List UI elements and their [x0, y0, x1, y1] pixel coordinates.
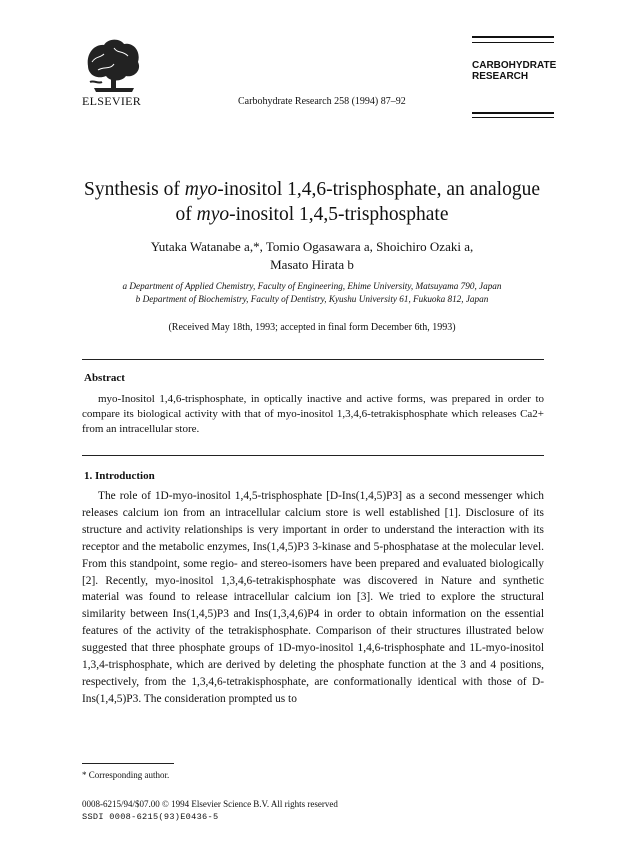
journal-rule-top — [472, 36, 554, 38]
received-dates: (Received May 18th, 1993; accepted in final form December 6th, 1993) — [168, 322, 456, 333]
abstract-text: myo-Inositol 1,4,6-trisphosphate, in optically inactive and active forms, was prepared in order to compare its biological activity with that of myo-inositol 1,3,4,6-tetrakisphosphate which releases Ca2+ from an intracellular store. — [82, 393, 544, 435]
author-list — [40, 238, 584, 274]
journal-name-line1: CARBOHYDRATE — [472, 60, 557, 71]
copyright-line: 0008-6215/94/$07.00 © 1994 Elsevier Science B.V. All rights reserved — [82, 799, 338, 809]
authors-line1: Yutaka Watanabe a,*, Tomio Ogasawara a, Shoichiro Ozaki a, — [150, 239, 474, 254]
article-title: Synthesis of myo-inositol 1,4,6-trisphosphate, an analogue of myo-inositol 1,4,5-trisphosphate — [83, 179, 541, 225]
footnote-divider — [82, 763, 174, 764]
authors-line2: Masato Hirata b — [270, 257, 354, 272]
affiliation-b: b Department of Biochemistry, Faculty of Dentistry, Kyushu University 61, Fukuoka 812, Japan — [135, 294, 489, 304]
affiliations — [40, 280, 584, 306]
introduction-paragraph: The role of 1D-myo-inositol 1,4,5-trisphosphate [D-Ins(1,4,5)P3] as a second messenger which releases calcium ion from an intracellular calcium store is well established [1]. Disclosure of its structure and activity relationships is very important in order to understand the interaction with its receptor and the metabolic enzymes, Ins(1,4,5)P3 3-kinase and 5-phosphatase at the molecular level. From this standpoint, some regio- and stereo-isomers have been prepared and evaluated biologically [2]. Recently, myo-inositol 1,3,4,6-tetrakisphosphate was discovered in Nature and synthetic material was found to release intracellular calcium ion [3]. We tried to explore the structural similarity between Ins(1,4,5)P3 and Ins(1,3,4,6)P4 in order to obtain information on the essential features of the activity of the tetrakisphosphate. Comparison of their structures illustrated below suggested that three phosphate groups of 1D-myo-inositol 1,4,6-trisphosphate and 1L-myo-inositol 1,3,4-trisphosphate, which are derived by deleting the phosphate function at the 3 and 4 positions, respectively, from the 1,3,4,6-tetrakisphosphate, are conformationally identical with those of D-Ins(1,4,5)P3. The consideration prompted us to — [82, 490, 544, 705]
abstract-heading: Abstract — [84, 372, 125, 384]
divider-top-abstract — [82, 359, 544, 360]
journal-rule-bottom-thin — [472, 117, 554, 118]
divider-bottom-abstract — [82, 455, 544, 456]
journal-name — [472, 60, 556, 82]
ssdi-line: SSDI 0008-6215(93)E0436-5 — [82, 812, 219, 822]
elsevier-tree-logo — [84, 36, 142, 92]
copyright-block — [82, 798, 338, 824]
corresponding-author-footnote: * Corresponding author. — [82, 770, 170, 780]
journal-rule-bottom — [472, 112, 554, 114]
journal-name-line2: RESEARCH — [472, 71, 529, 82]
publisher-name: ELSEVIER — [82, 94, 142, 108]
journal-citation: Carbohydrate Research 258 (1994) 87–92 — [238, 96, 406, 107]
affiliation-a: a Department of Applied Chemistry, Faculty of Engineering, Ehime University, Matsuyama 790, Japan — [122, 281, 502, 291]
journal-rule-top-thin — [472, 42, 554, 43]
section-heading-introduction: 1. Introduction — [84, 470, 155, 482]
